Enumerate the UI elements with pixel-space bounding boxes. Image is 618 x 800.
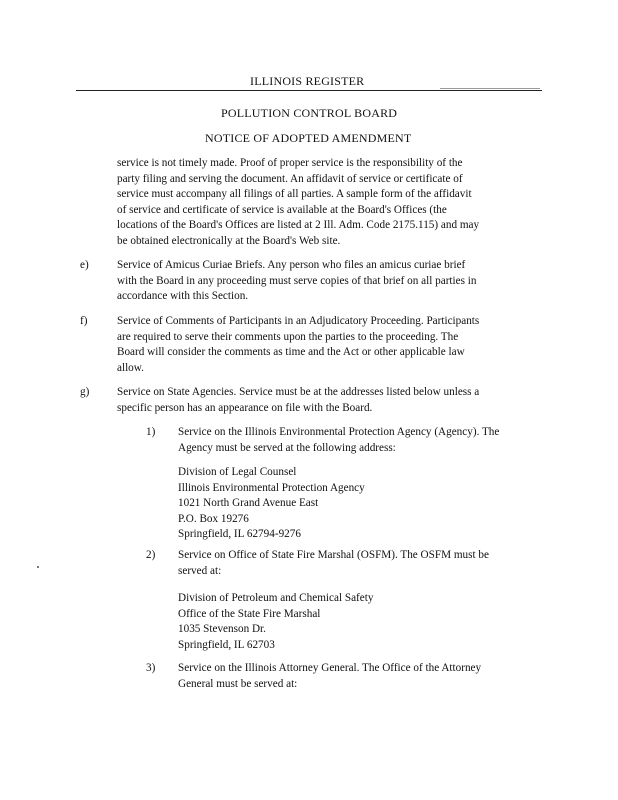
item-2-address [178,591,373,653]
text-line: General must be served at: [178,677,298,690]
address-line: 1035 Stevenson Dr. [178,623,266,636]
item-2-label: 2) [146,549,156,561]
text-line: accordance with this Section. [117,290,249,303]
text-line: with the Board in any proceeding must serve copies of that brief on all parties in [117,274,477,287]
section-f-text [117,314,479,376]
text-line: are required to serve their comments upon the parties to the proceeding. The [117,330,459,343]
address-line: Illinois Environmental Protection Agency [178,481,365,494]
address-line: P.O. Box 19276 [178,512,249,525]
stray-mark [37,566,39,568]
text-line: service is not timely made. Proof of proper service is the responsibility of the [117,157,463,169]
address-line: Division of Petroleum and Chemical Safety [178,592,374,604]
board-title: POLLUTION CONTROL BOARD [221,106,398,120]
text-line: Board will consider the comments as time and the Act or other applicable law [117,346,465,359]
section-f-label: f) [80,315,88,327]
text-line: specific person has an appearance on file with the Board. [117,401,373,414]
text-line: party filing and serving the document. An affidavit of service or certificate of [117,172,463,185]
address-line: Division of Legal Counsel [178,466,297,478]
text-line: Service of Amicus Curiae Briefs. Any person who files an amicus curiae brief [117,259,466,271]
item-3-label: 3) [146,662,156,674]
item-3-text [178,661,481,692]
register-title: ILLINOIS REGISTER [250,74,365,88]
text-line: service must accompany all filings of all parties. A sample form of the affidavit [117,188,472,201]
text-line: Service of Comments of Participants in an Adjudicatory Proceeding. Participants [117,315,480,327]
text-line: Service on State Agencies. Service must be at the addresses listed below unless a [117,386,480,398]
text-line: served at: [178,564,222,577]
header-rule-faint [440,88,540,89]
section-e-text [117,258,476,305]
section-g-text [117,385,479,416]
text-line: locations of the Board's Offices are listed at 2 Ill. Adm. Code 2175.115) and may [117,219,480,232]
item-1-address [178,465,365,543]
text-line: be obtained electronically at the Board's Web site. [117,234,341,247]
address-line: 1021 North Grand Avenue East [178,497,319,510]
text-line: Service on the Illinois Environmental Protection Agency (Agency). The [178,426,500,438]
address-line: Springfield, IL 62703 [178,638,275,651]
address-line: Springfield, IL 62794-9276 [178,528,301,541]
item-1-label: 1) [146,426,156,438]
notice-title: NOTICE OF ADOPTED AMENDMENT [205,131,412,145]
item-2-text [178,548,489,579]
text-line: Service on the Illinois Attorney General. The Office of the Attorney [178,662,482,674]
section-e-label: e) [80,259,89,271]
address-line: Office of the State Fire Marshal [178,607,321,620]
text-line: Agency must be served at the following address: [178,441,396,454]
section-g-label: g) [80,386,90,398]
intro-paragraph [117,156,479,250]
text-line: of service and certificate of service is available at the Board's Offices (the [117,203,447,216]
text-line: Service on Office of State Fire Marshal (OSFM). The OSFM must be [178,549,489,561]
header-rule [76,90,542,91]
item-1-text [178,425,499,456]
text-line: allow. [117,361,144,374]
